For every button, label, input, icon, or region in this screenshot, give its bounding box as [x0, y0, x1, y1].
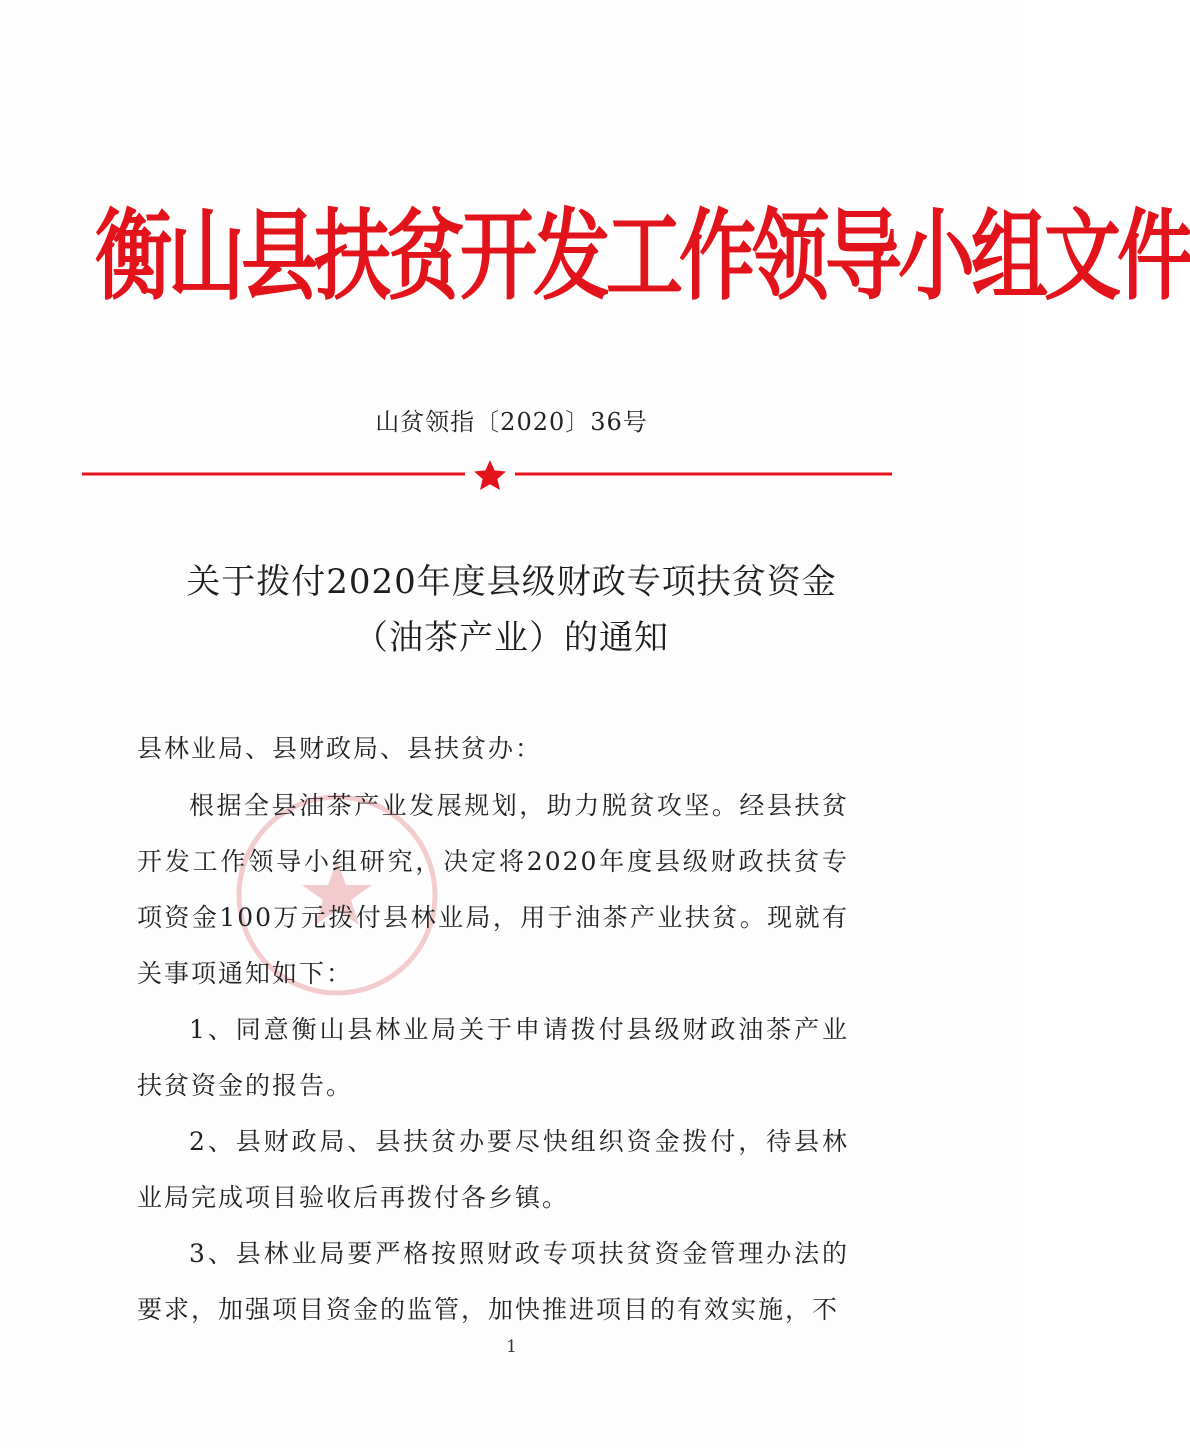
body-paragraph-item-1: 1、同意衡山县林业局关于申请拨付县级财政油茶产业扶贫资金的报告。 — [137, 1015, 849, 1100]
masthead-title: 衡山县扶贫开发工作领导小组文件 — [95, 200, 1190, 315]
red-divider — [82, 458, 892, 498]
body-paragraph-intro: 根据全县油茶产业发展规划，助力脱贫攻坚。经县扶贫开发工作领导小组研究，决定将2020年度县级财政扶贫专项资金100万元拨付县林业局，用于油茶产业扶贫。现就有关事项通知如下： — [137, 791, 849, 988]
body-paragraph-item-3: 3、县林业局要严格按照财政专项扶贫资金管理办法的要求，加强项目资金的监管，加快推进项目的有效实施，不 — [137, 1239, 849, 1324]
page-number: 1 — [506, 1337, 517, 1357]
salutation: 县林业局、县财政局、县扶贫办： — [137, 734, 543, 763]
notice-title-line-1: 关于拨付2020年度县级财政专项扶贫资金 — [186, 562, 837, 602]
star-icon — [474, 460, 506, 490]
notice-body — [137, 778, 849, 1338]
document-number: 山贫领指〔2020〕36号 — [375, 408, 648, 436]
body-paragraph-item-2: 2、县财政局、县扶贫办要尽快组织资金拨付，待县林业局完成项目验收后再拨付各乡镇。 — [137, 1127, 849, 1212]
notice-title-line-2: （油茶产业）的通知 — [354, 618, 669, 658]
